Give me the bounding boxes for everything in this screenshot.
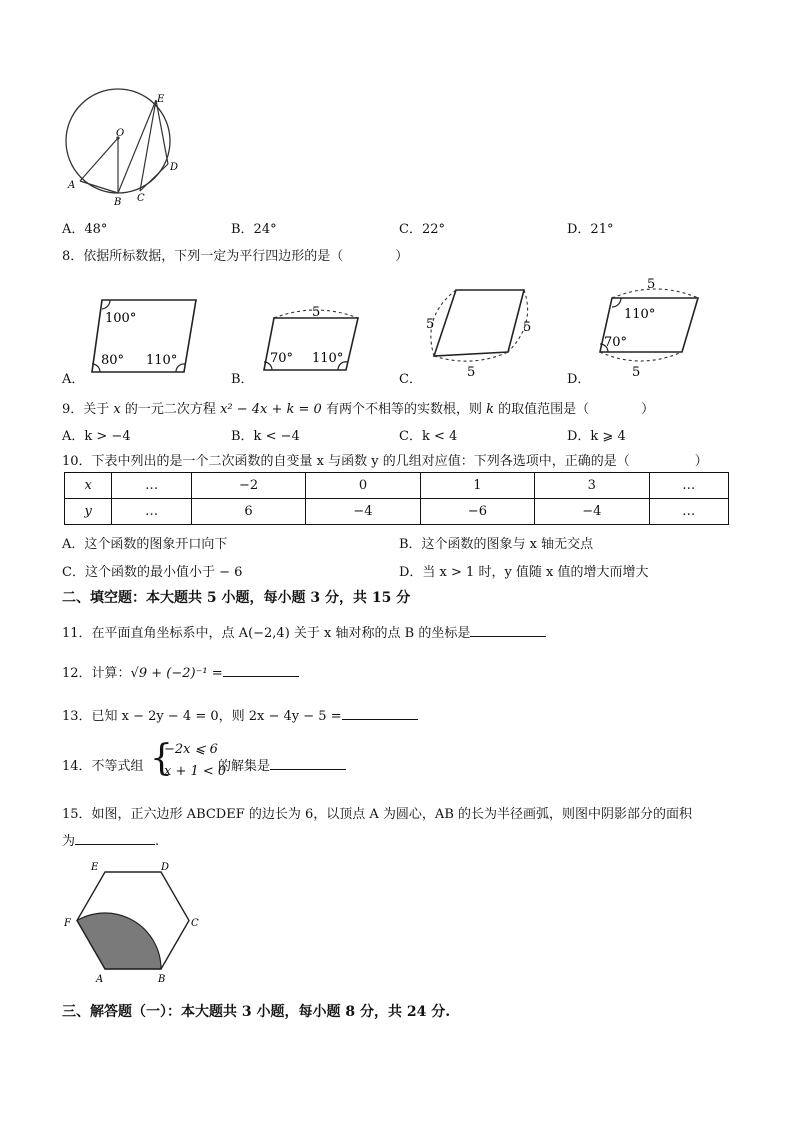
q14-post: 的解集是: [218, 759, 271, 774]
q9-stem-pre: 9．关于: [62, 402, 110, 417]
q10-option-c[interactable]: C．这个函数的最小值小于 − 6: [62, 565, 243, 580]
q8-stem: 8．依据所标数据，下列一定为平行四边形的是（ ）: [62, 249, 409, 264]
q8-option-b[interactable]: B．: [231, 372, 254, 387]
section-3-heading: 三、解答题（一）：本大题共 3 小题，每小题 8 分，共 24 分.: [62, 1004, 451, 1020]
q10-option-a[interactable]: A．这个函数的图象开口向下: [62, 537, 228, 552]
q8c-side-bottom: 5: [467, 365, 476, 380]
table-cell: −2: [191, 473, 305, 499]
q9-stem-mid2: 有两个不相等的实数根，则: [325, 402, 482, 417]
q10-option-b[interactable]: B．这个函数的图象与 x 轴无交点: [399, 537, 594, 552]
q15-label-a: A: [96, 974, 104, 985]
q8d-side-top: 5: [647, 277, 656, 292]
q15-line2-pre: 为: [62, 834, 76, 849]
q14-inequality-1: −2x ⩽ 6: [164, 742, 218, 757]
q8a-angle-100: 100°: [105, 311, 137, 326]
q12-expression: √9 + (−2)⁻¹ =: [130, 666, 223, 681]
q14-brace: {: [150, 738, 173, 779]
table-cell: …: [112, 499, 191, 525]
q8b-side-5: 5: [312, 305, 321, 320]
q15-label-f: F: [64, 918, 71, 929]
table-cell: y: [65, 499, 112, 525]
q14-answer-blank[interactable]: [270, 757, 346, 770]
q7-option-b[interactable]: B．24°: [231, 222, 277, 237]
q13-stem: [62, 705, 418, 724]
q15-label-c: C: [191, 918, 199, 929]
q7-label-b: B: [114, 197, 122, 208]
q11-answer-blank[interactable]: [470, 624, 546, 637]
table-cell: 0: [306, 473, 420, 499]
table-cell: −4: [306, 499, 420, 525]
table-cell: −4: [535, 499, 649, 525]
q7-circle-figure: [60, 88, 190, 208]
q15-line2-post: .: [155, 834, 160, 849]
q15-stem-line1: 15．如图，正六边形 ABCDEF 的边长为 6，以顶点 A 为圆心，AB 的长为半径画弧，则图中阴影部分的面积: [62, 807, 692, 822]
q13-text: 13．已知 x − 2y − 4 = 0，则 2x − 4y − 5 =: [62, 709, 342, 724]
q11-text: 11．在平面直角坐标系中，点 A(−2,4) 关于 x 轴对称的点 B 的坐标是: [62, 626, 471, 641]
q8-figure-d: [594, 276, 704, 380]
q7-option-c[interactable]: C．22°: [399, 222, 445, 237]
q9-stem: [62, 398, 654, 417]
q9-var-x: x: [113, 402, 121, 417]
q8d-angle-70: 70°: [604, 335, 628, 350]
q15-label-d: D: [161, 862, 170, 873]
table-cell: x: [65, 473, 112, 499]
q8-option-c[interactable]: C．: [399, 372, 422, 387]
q10-table: [64, 472, 729, 525]
q12-stem: [62, 662, 299, 681]
q8a-angle-110: 110°: [146, 353, 178, 368]
q12-pre: 12．计算：: [62, 666, 131, 681]
table-row: [65, 473, 729, 499]
q11-stem: [62, 622, 546, 641]
q7-label-c: C: [137, 193, 145, 204]
table-cell: 1: [420, 473, 534, 499]
q14-tail: [218, 755, 346, 774]
q10-stem: 10．下表中列出的是一个二次函数的自变量 x 与函数 y 的几组对应值：下列各选项中，正确的是（ ）: [62, 454, 708, 469]
q9-stem-mid1: 的一元二次方程: [124, 402, 216, 417]
q13-answer-blank[interactable]: [342, 707, 418, 720]
q9-var-k: k: [486, 402, 495, 417]
section-2-heading: 二、填空题：本大题共 5 小题，每小题 3 分，共 15 分: [62, 590, 411, 606]
table-cell: …: [112, 473, 191, 499]
q7-label-a: A: [68, 180, 76, 191]
q8d-angle-110: 110°: [624, 307, 656, 322]
q7-label-d: D: [170, 162, 179, 173]
q7-label-e: E: [157, 94, 165, 105]
q14-pre: 14．不等式组: [62, 759, 144, 774]
q8b-angle-70: 70°: [270, 351, 294, 366]
table-cell: …: [649, 473, 728, 499]
q12-answer-blank[interactable]: [223, 664, 299, 677]
q15-answer-blank[interactable]: [75, 832, 155, 845]
q9-option-d[interactable]: D．k ⩾ 4: [567, 429, 626, 444]
table-cell: …: [649, 499, 728, 525]
q15-hexagon-figure: [58, 856, 206, 988]
q9-option-a[interactable]: A．k > −4: [62, 429, 131, 444]
q9-equation: x² − 4x + k = 0: [220, 402, 322, 417]
table-cell: 6: [191, 499, 305, 525]
q15-stem-line2: [62, 830, 159, 849]
q7-option-a[interactable]: A．48°: [62, 222, 108, 237]
q8b-angle-110: 110°: [312, 351, 344, 366]
q8a-angle-80: 80°: [101, 353, 125, 368]
q15-label-b: B: [158, 974, 166, 985]
table-cell: 3: [535, 473, 649, 499]
q8-option-a[interactable]: A．: [62, 372, 85, 387]
q8-option-d[interactable]: D．: [567, 372, 591, 387]
q7-label-o: O: [116, 128, 125, 139]
q14-inequality-2: x + 1 < 0: [164, 764, 227, 779]
q9-stem-post: 的取值范围是（ ）: [498, 402, 655, 417]
q15-label-e: E: [91, 862, 99, 873]
q9-option-c[interactable]: C．k < 4: [399, 429, 458, 444]
q10-option-d[interactable]: D．当 x > 1 时，y 值随 x 值的增大而增大: [399, 565, 649, 580]
q9-option-b[interactable]: B．k < −4: [231, 429, 300, 444]
q8-figure-b: [256, 300, 366, 376]
q7-option-d[interactable]: D．21°: [567, 222, 614, 237]
q8c-side-left: 5: [426, 317, 435, 332]
q8d-side-bottom: 5: [632, 365, 641, 380]
table-cell: −6: [420, 499, 534, 525]
q8-figure-c: [420, 282, 538, 380]
table-row: [65, 499, 729, 525]
q8c-side-right: 5: [523, 320, 532, 335]
q8-figure-a: [84, 292, 204, 378]
